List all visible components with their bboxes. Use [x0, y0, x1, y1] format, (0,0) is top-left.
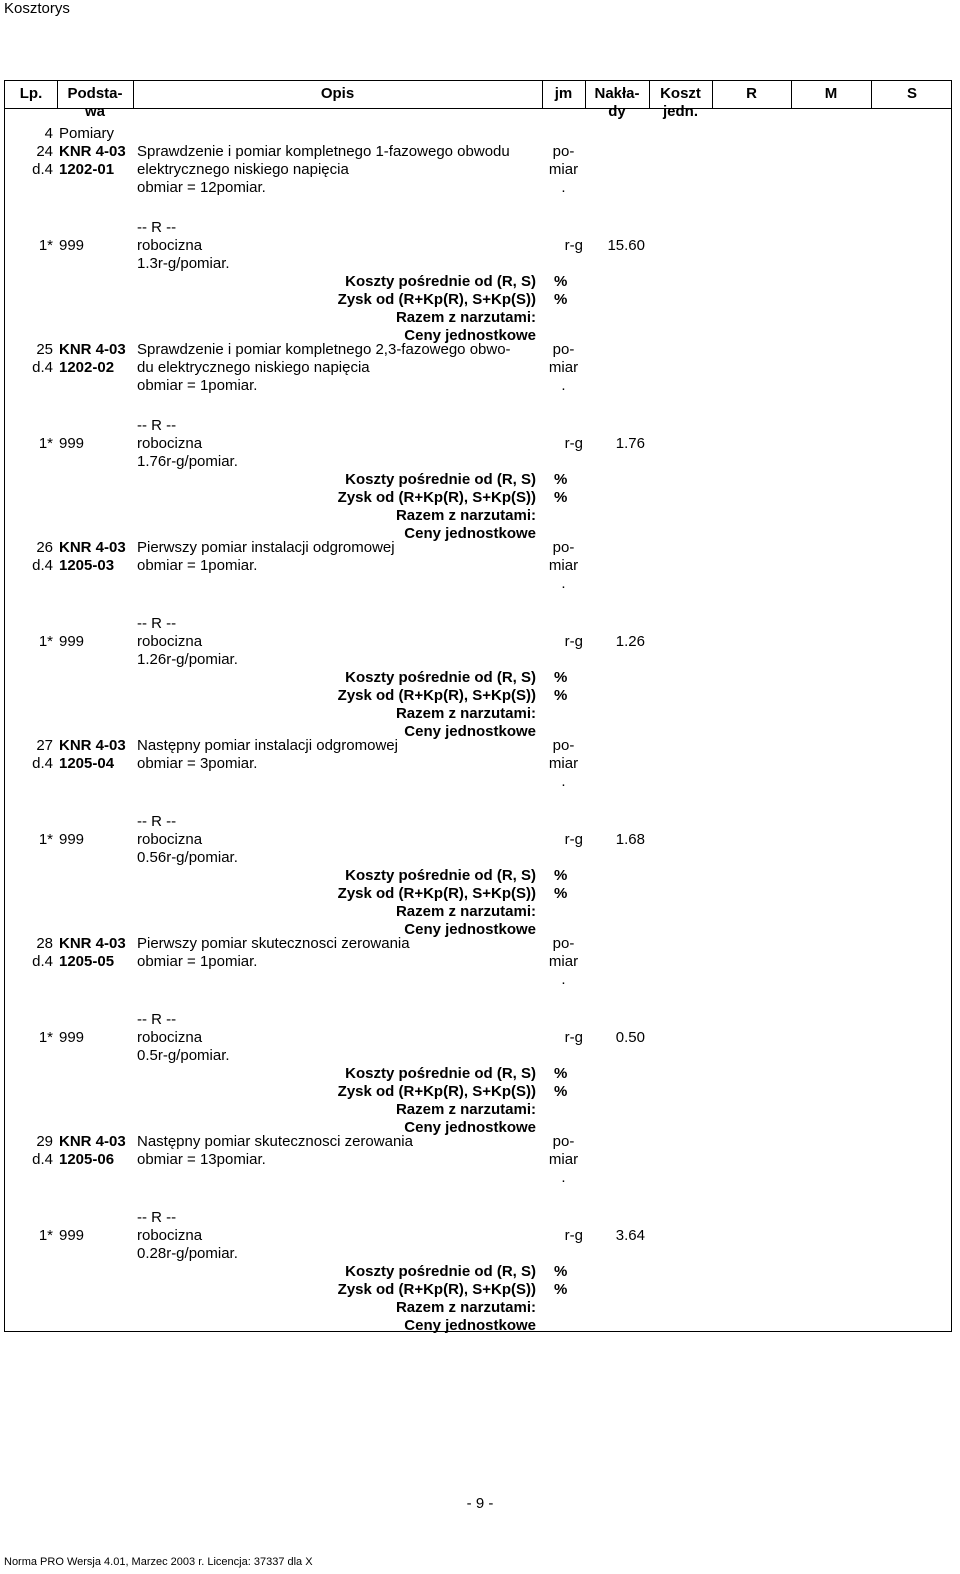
header-podstawa: Podsta- wa	[67, 85, 123, 120]
document-title: Kosztorys	[4, 0, 70, 17]
resource-code: 999	[59, 435, 85, 452]
summary-ceny: Ceny jednostkowe	[404, 921, 536, 938]
header-naklady: Nakła- dy	[594, 85, 640, 120]
header-jm: jm	[554, 85, 573, 102]
position-lp: 24	[36, 143, 53, 160]
position-jm: po-	[552, 935, 575, 952]
position-jm: .	[561, 179, 566, 196]
header-koszt-jedn: Koszt jedn.	[660, 85, 701, 120]
summary-zysk: Zysk od (R+Kp(R), S+Kp(S))	[337, 687, 536, 704]
summary-koszty: Koszty pośrednie od (R, S)	[345, 1065, 536, 1082]
position-desc-line: Następny pomiar instalacji odgromowej	[137, 737, 398, 754]
summary-percent: %	[554, 471, 568, 488]
position-lp: 27	[36, 737, 53, 754]
position-jm: .	[561, 575, 566, 592]
resource-lp: 1*	[38, 1029, 53, 1046]
summary-koszty: Koszty pośrednie od (R, S)	[345, 669, 536, 686]
summary-zysk: Zysk od (R+Kp(R), S+Kp(S))	[337, 489, 536, 506]
position-code: 1205-06	[59, 1151, 115, 1168]
summary-razem: Razem z narzutami:	[395, 309, 536, 326]
summary-ceny: Ceny jednostkowe	[404, 1317, 536, 1334]
summary-koszty: Koszty pośrednie od (R, S)	[345, 471, 536, 488]
position-desc-line: obmiar = 12pomiar.	[137, 179, 266, 196]
position-jm: po-	[552, 1133, 575, 1150]
resource-qty: 1.76	[615, 435, 645, 452]
position-jm: po-	[552, 341, 575, 358]
resource-unit: r-g	[564, 435, 583, 452]
header-m: M	[824, 85, 838, 102]
summary-percent: %	[554, 1281, 568, 1298]
position-desc-line: Pierwszy pomiar instalacji odgromowej	[137, 539, 395, 556]
resource-norm: 0.56r-g/pomiar.	[137, 849, 238, 866]
position-jm: .	[561, 971, 566, 988]
position-jm: po-	[552, 143, 575, 160]
position-desc-line: Sprawdzenie i pomiar kompletnego 2,3-fazowego obwo-	[137, 341, 511, 358]
footer-license: Norma PRO Wersja 4.01, Marzec 2003 r. Licencja: 37337 dla X	[4, 1556, 313, 1568]
position-lp: 28	[36, 935, 53, 952]
position-desc-line: Następny pomiar skutecznosci zerowania	[137, 1133, 413, 1150]
resource-qty: 1.26	[615, 633, 645, 650]
resource-unit: r-g	[564, 1227, 583, 1244]
resource-lp: 1*	[38, 237, 53, 254]
resource-norm: 1.26r-g/pomiar.	[137, 651, 238, 668]
position-code: KNR 4-03	[59, 539, 126, 556]
position-code: 1205-05	[59, 953, 115, 970]
resource-code: 999	[59, 633, 85, 650]
resource-lp: 1*	[38, 1227, 53, 1244]
resource-name: robocizna	[137, 633, 203, 650]
resource-unit: r-g	[564, 237, 583, 254]
position-desc-line: elektrycznego niskiego napięcia	[137, 161, 349, 178]
position-code: KNR 4-03	[59, 143, 126, 160]
resource-code: 999	[59, 831, 85, 848]
position-desc-line: obmiar = 13pomiar.	[137, 1151, 266, 1168]
section-name: Pomiary	[59, 125, 115, 142]
resource-head: -- R --	[137, 615, 177, 632]
resource-name: robocizna	[137, 1029, 203, 1046]
header-opis: Opis	[320, 85, 355, 102]
summary-percent: %	[554, 687, 568, 704]
summary-percent: %	[554, 1065, 568, 1082]
summary-percent: %	[554, 669, 568, 686]
resource-name: robocizna	[137, 237, 203, 254]
summary-koszty: Koszty pośrednie od (R, S)	[345, 1263, 536, 1280]
resource-head: -- R --	[137, 1209, 177, 1226]
summary-ceny: Ceny jednostkowe	[404, 327, 536, 344]
summary-percent: %	[554, 489, 568, 506]
resource-lp: 1*	[38, 831, 53, 848]
position-jm: miar	[548, 953, 579, 970]
position-code: KNR 4-03	[59, 935, 126, 952]
position-lp: 26	[36, 539, 53, 556]
resource-norm: 1.3r-g/pomiar.	[137, 255, 230, 272]
resource-head: -- R --	[137, 219, 177, 236]
summary-zysk: Zysk od (R+Kp(R), S+Kp(S))	[337, 291, 536, 308]
position-code: 1202-01	[59, 161, 115, 178]
summary-koszty: Koszty pośrednie od (R, S)	[345, 867, 536, 884]
position-sub: d.4	[32, 953, 53, 970]
resource-head: -- R --	[137, 1011, 177, 1028]
position-jm: miar	[548, 755, 579, 772]
summary-percent: %	[554, 1263, 568, 1280]
resource-code: 999	[59, 1227, 85, 1244]
resource-code: 999	[59, 237, 85, 254]
position-code: KNR 4-03	[59, 1133, 126, 1150]
summary-ceny: Ceny jednostkowe	[404, 723, 536, 740]
summary-zysk: Zysk od (R+Kp(R), S+Kp(S))	[337, 1281, 536, 1298]
position-jm: miar	[548, 359, 579, 376]
resource-name: robocizna	[137, 831, 203, 848]
summary-ceny: Ceny jednostkowe	[404, 1119, 536, 1136]
position-lp: 29	[36, 1133, 53, 1150]
resource-unit: r-g	[564, 831, 583, 848]
resource-name: robocizna	[137, 435, 203, 452]
resource-qty: 3.64	[615, 1227, 645, 1244]
position-desc-line: Sprawdzenie i pomiar kompletnego 1-fazowego obwodu	[137, 143, 510, 160]
resource-lp: 1*	[38, 435, 53, 452]
position-jm: .	[561, 773, 566, 790]
resource-qty: 1.68	[615, 831, 645, 848]
resource-head: -- R --	[137, 417, 177, 434]
position-code: 1202-02	[59, 359, 115, 376]
summary-percent: %	[554, 885, 568, 902]
position-code: KNR 4-03	[59, 341, 126, 358]
position-jm: miar	[548, 161, 579, 178]
page-number: - 9 -	[466, 1495, 494, 1512]
resource-qty: 15.60	[607, 237, 645, 254]
summary-koszty: Koszty pośrednie od (R, S)	[345, 273, 536, 290]
position-sub: d.4	[32, 359, 53, 376]
summary-ceny: Ceny jednostkowe	[404, 525, 536, 542]
summary-zysk: Zysk od (R+Kp(R), S+Kp(S))	[337, 1083, 536, 1100]
summary-percent: %	[554, 273, 568, 290]
header-r: R	[746, 85, 757, 102]
resource-code: 999	[59, 1029, 85, 1046]
position-jm: po-	[552, 539, 575, 556]
position-sub: d.4	[32, 1151, 53, 1168]
summary-razem: Razem z narzutami:	[395, 507, 536, 524]
resource-norm: 0.28r-g/pomiar.	[137, 1245, 238, 1262]
resource-unit: r-g	[564, 1029, 583, 1046]
summary-percent: %	[554, 867, 568, 884]
summary-percent: %	[554, 291, 568, 308]
position-desc-line: du elektrycznego niskiego napięcia	[137, 359, 370, 376]
header-bottom-rule	[5, 108, 951, 109]
resource-qty: 0.50	[615, 1029, 645, 1046]
header-s: S	[906, 85, 917, 102]
resource-lp: 1*	[38, 633, 53, 650]
position-code: KNR 4-03	[59, 737, 126, 754]
position-sub: d.4	[32, 161, 53, 178]
header-lp: Lp.	[19, 85, 43, 102]
resource-name: robocizna	[137, 1227, 203, 1244]
section-number: 4	[44, 125, 53, 142]
position-desc-line: Pierwszy pomiar skutecznosci zerowania	[137, 935, 410, 952]
position-desc-line: obmiar = 1pomiar.	[137, 953, 258, 970]
resource-unit: r-g	[564, 633, 583, 650]
position-jm: miar	[548, 1151, 579, 1168]
position-desc-line: obmiar = 1pomiar.	[137, 377, 258, 394]
summary-percent: %	[554, 1083, 568, 1100]
summary-razem: Razem z narzutami:	[395, 903, 536, 920]
position-jm: miar	[548, 557, 579, 574]
position-desc-line: obmiar = 1pomiar.	[137, 557, 258, 574]
position-code: 1205-04	[59, 755, 115, 772]
position-jm: po-	[552, 737, 575, 754]
position-jm: .	[561, 1169, 566, 1186]
resource-norm: 1.76r-g/pomiar.	[137, 453, 238, 470]
position-sub: d.4	[32, 755, 53, 772]
position-desc-line: obmiar = 3pomiar.	[137, 755, 258, 772]
cost-table	[4, 80, 952, 1332]
resource-head: -- R --	[137, 813, 177, 830]
summary-razem: Razem z narzutami:	[395, 1101, 536, 1118]
position-jm: .	[561, 377, 566, 394]
summary-razem: Razem z narzutami:	[395, 705, 536, 722]
position-code: 1205-03	[59, 557, 115, 574]
position-lp: 25	[36, 341, 53, 358]
summary-razem: Razem z narzutami:	[395, 1299, 536, 1316]
resource-norm: 0.5r-g/pomiar.	[137, 1047, 230, 1064]
summary-zysk: Zysk od (R+Kp(R), S+Kp(S))	[337, 885, 536, 902]
position-sub: d.4	[32, 557, 53, 574]
